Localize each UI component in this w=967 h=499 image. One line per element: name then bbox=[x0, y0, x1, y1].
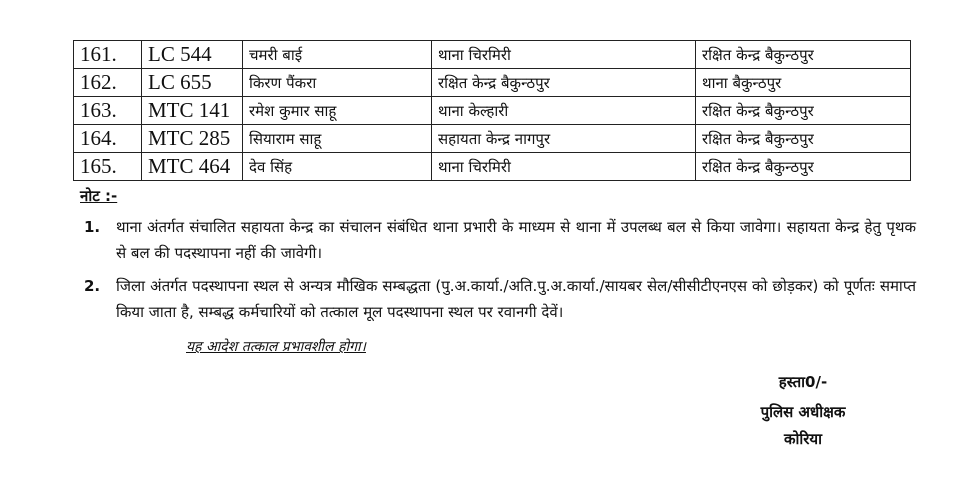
posted-from-cell: रक्षित केन्द्र बैकुन्ठपुर bbox=[432, 69, 696, 97]
posted-to-cell: रक्षित केन्द्र बैकुन्ठपुर bbox=[696, 97, 911, 125]
transfer-table-body bbox=[74, 41, 911, 181]
badge-number-cell: MTC 464 bbox=[142, 153, 243, 181]
table-row bbox=[74, 153, 911, 181]
posted-to-cell: थाना बैकुन्ठपुर bbox=[696, 69, 911, 97]
serial-number-cell: 161. bbox=[74, 41, 142, 69]
posted-from-cell: थाना चिरमिरी bbox=[432, 41, 696, 69]
posted-to-cell: रक्षित केन्द्र बैकुन्ठपुर bbox=[696, 41, 911, 69]
badge-number-cell: MTC 141 bbox=[142, 97, 243, 125]
badge-number-cell: LC 655 bbox=[142, 69, 243, 97]
table-row bbox=[74, 41, 911, 69]
serial-number-cell: 162. bbox=[74, 69, 142, 97]
posted-from-cell: थाना चिरमिरी bbox=[432, 153, 696, 181]
signatory-district: कोरिया bbox=[783, 430, 822, 448]
note-number: 2. bbox=[84, 277, 101, 295]
table-row bbox=[74, 69, 911, 97]
name-cell: रमेश कुमार साहू bbox=[243, 97, 432, 125]
name-cell: किरण पैंकरा bbox=[243, 69, 432, 97]
posted-to-cell: रक्षित केन्द्र बैकुन्ठपुर bbox=[696, 125, 911, 153]
posted-from-cell: थाना केल्हारी bbox=[432, 97, 696, 125]
serial-number-cell: 164. bbox=[74, 125, 142, 153]
transfer-table bbox=[73, 40, 911, 181]
order-effective-line: यह आदेश तत्काल प्रभावशील होगा। bbox=[186, 339, 366, 355]
name-cell: सियाराम साहू bbox=[243, 125, 432, 153]
signatory-designation: पुलिस अधीक्षक bbox=[760, 403, 846, 421]
note-text: जिला अंतर्गत पदस्थापना स्थल से अन्यत्र मौखिक सम्बद्धता (पु.अ.कार्या./अति.पु.अ.कार्या./सायबर सेल/सीसीटीएनएस को छोड़कर) को पूर्णतः समाप्त किया जाता है, सम्बद्ध कर्मचारियों को तत्काल मूल पदस्थापना स्थल पर रवानगी देवें। bbox=[116, 277, 916, 321]
serial-number-cell: 163. bbox=[74, 97, 142, 125]
badge-number-cell: LC 544 bbox=[142, 41, 243, 69]
note-number: 1. bbox=[84, 218, 101, 236]
badge-number-cell: MTC 285 bbox=[142, 125, 243, 153]
note-text: थाना अंतर्गत संचालित सहायता केन्द्र का संचालन संबंधित थाना प्रभारी के माध्यम से थाना में उपलब्ध बल से किया जावेगा। सहायता केन्द्र हेतु पृथक से बल की पदस्थापना नहीं की जावेगी। bbox=[116, 218, 916, 262]
note-item-1 bbox=[84, 214, 916, 266]
posted-to-cell: रक्षित केन्द्र बैकुन्ठपुर bbox=[696, 153, 911, 181]
table-row bbox=[74, 97, 911, 125]
note-heading: नोट :- bbox=[80, 187, 118, 205]
name-cell: देव सिंह bbox=[243, 153, 432, 181]
table-row bbox=[74, 125, 911, 153]
note-item-2 bbox=[84, 273, 916, 325]
name-cell: चमरी बाई bbox=[243, 41, 432, 69]
posted-from-cell: सहायता केन्द्र नागपुर bbox=[432, 125, 696, 153]
signature-mark: हस्ता0/- bbox=[778, 373, 828, 391]
serial-number-cell: 165. bbox=[74, 153, 142, 181]
